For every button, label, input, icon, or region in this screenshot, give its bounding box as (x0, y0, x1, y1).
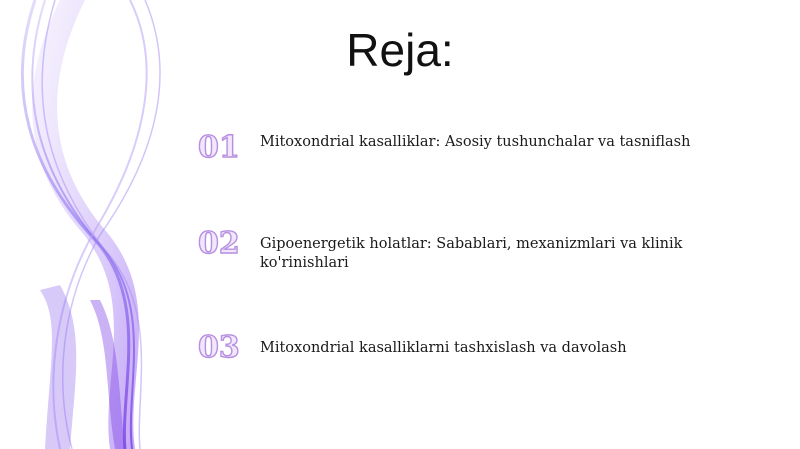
agenda-item (198, 130, 758, 190)
agenda-item (198, 226, 758, 286)
agenda-item-text: Gipoenergetik holatlar: Sabablari, mexanizmlari va klinik ko'rinishlari (260, 236, 683, 271)
agenda-item-number: 01 (198, 130, 240, 165)
agenda-item (198, 330, 758, 390)
agenda-item-text: Mitoxondrial kasalliklarni tashxislash va davolash (260, 340, 627, 356)
agenda-item-number: 02 (198, 226, 240, 261)
agenda-item-number: 03 (198, 330, 240, 365)
purple-wave-decoration (0, 0, 200, 449)
agenda-item-text: Mitoxondrial kasalliklar: Asosiy tushunchalar va tasniflash (260, 134, 691, 150)
slide-title: Reja: (346, 24, 454, 76)
